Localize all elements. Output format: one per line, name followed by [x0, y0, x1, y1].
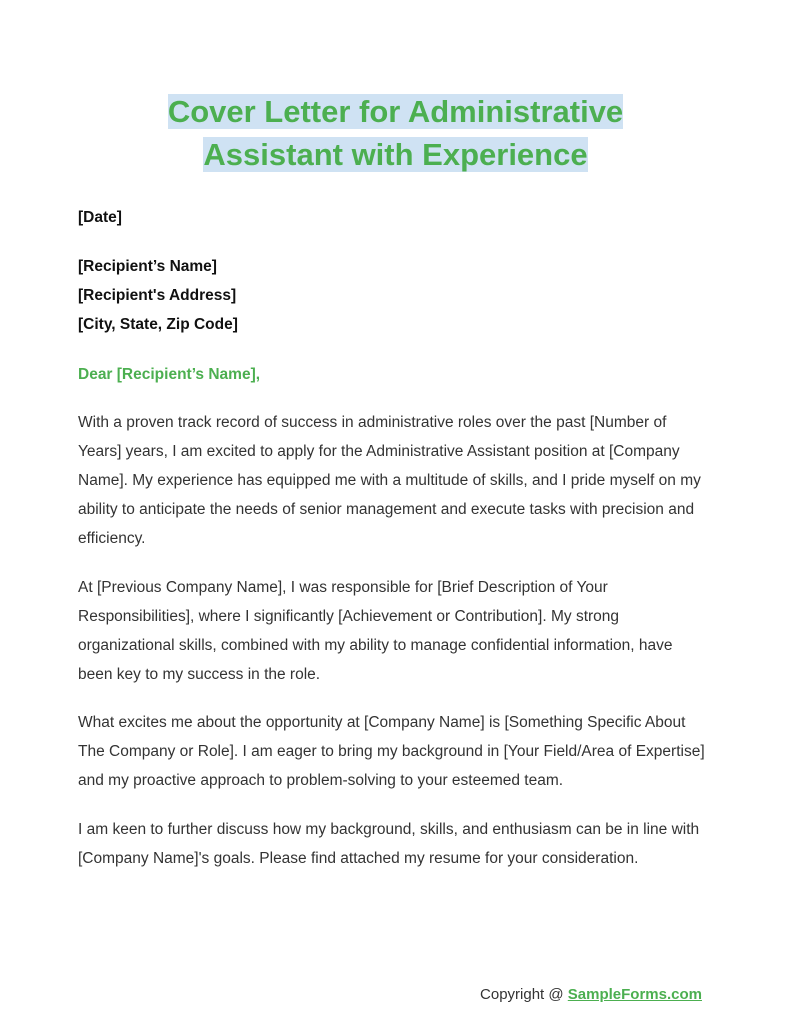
- paragraph-4: I am keen to further discuss how my background, skills, and enthusiasm can be in line with [Company Name]'s goals. Please find attached my resume for your consideration.: [78, 821, 700, 867]
- date-line: [Date]: [78, 209, 122, 226]
- recipient-name: [Recipient’s Name]: [78, 258, 217, 275]
- paragraph-3: What excites me about the opportunity at [Company Name] is [Something Specific About The Company or Role]. I am eager to bring my background in [Your Field/Area of Expertise] and my proactive approach to problem-solving to your esteemed team.: [78, 714, 705, 789]
- recipient-address: [Recipient's Address]: [78, 287, 237, 304]
- copyright-prefix: Copyright @: [480, 986, 568, 1003]
- title-line-2: Assistant with Experience: [203, 137, 588, 172]
- recipient-block: [78, 252, 718, 339]
- title-line-1: Cover Letter for Administrative: [167, 94, 624, 129]
- sampleforms-link[interactable]: SampleForms.com: [567, 986, 702, 1003]
- paragraph-2: At [Previous Company Name], I was responsible for [Brief Description of Your Responsibilities], where I significantly [Achievement or Contribution]. My strong organizational skills, combined with my ability to manage confidential information, have been key to my success in the role.: [78, 579, 673, 683]
- paragraph-1: With a proven track record of success in administrative roles over the past [Number of Years] years, I am excited to apply for the Administrative Assistant position at [Company Name]. My experience has equipped me with a multitude of skills, and I pride myself on my ability to anticipate the needs of senior management and execute tasks with precision and efficiency.: [78, 414, 701, 547]
- copyright-footer: [480, 986, 702, 1003]
- recipient-city-state-zip: [City, State, Zip Code]: [78, 316, 238, 333]
- greeting: Dear [Recipient’s Name],: [78, 366, 261, 383]
- document-title: [0, 90, 791, 176]
